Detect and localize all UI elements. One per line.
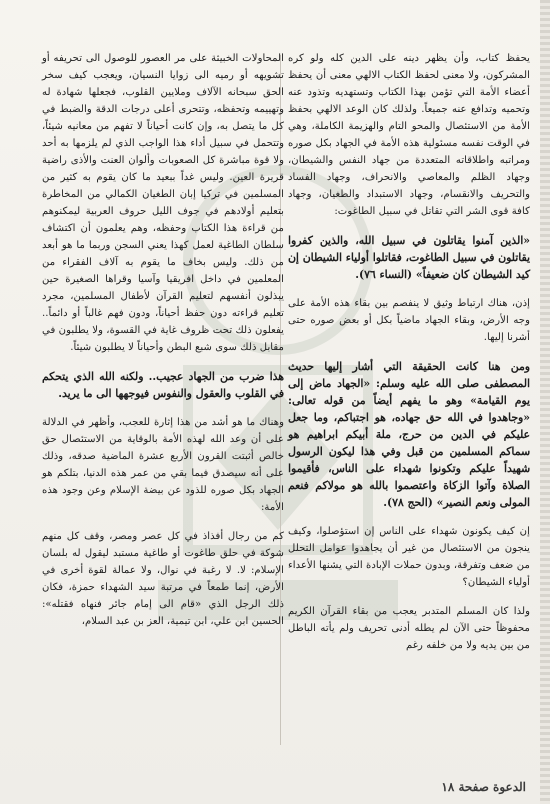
quran-quote: «الذين آمنوا يقاتلون في سبيل الله، والذين كفروا يقاتلون في سبيل الطاغوت، فقاتلوا أولياء الشيطان إن كيد الشيطان كان ضعيفاً» (النساء ٧٦). [288,234,530,281]
emphasis-paragraph: هذا ضرب من الجهاد عجيب.. ولكنه الله الذي يتحكم في القلوب والعقول والنفوس فيوجهها الى ما يريد. [42,370,284,400]
page-footer: الدعوة صفحة ١٨ [441,780,526,794]
paragraph: وهناك ما هو أشد من هذا إثارة للعجب، وأظهر في الدلالة على أن وعد الله لهذه الأمة بالوقاية من الاستئصال حق خالص أثبتت القرون الأربع عشرة الماضية صدقه، وذلك على أنه سيصدق فيما بقي من عمر هذه الدنيا، بتلكم هو الجهاد بكل صوره للذود عن بيضة الإسلام وعن وجود هذه الأمة: [42,417,284,513]
hadith-quote: ومن هنا كانت الحقيقة التي أشار إليها حديث المصطفى صلى الله عليه وسلم: «الجهاد ماض إلى يوم القيامة» وهو ما يفهم أيضاً من قوله تعالى: «وجاهدوا في الله حق جهاده، هو اجتباكم، وما جعل عليكم في الدين من حرج، ملة أبيكم ابراهيم هو سماكم المسلمين من قبل وفي هذا ليكون الرسول شهيداً عليكم وتكونوا شهداء على الناس، فأقيموا الصلاة وآتوا الزكاة واعتصموا بالله هو مولاكم فنعم المولى ونعم النصير» (الحج ٧٨). [288,360,530,509]
right-text-column [288,50,530,666]
paragraph: يحفظ كتاب، وأن يظهر دينه على الدين كله ولو كره المشركون، ولا معنى لحفظ الكتاب الالهي معنى أن يحفظ أعضاء الأمة التي تؤمن بهذا الكتاب وتستهديه وتذود عنه وتحميه وتدافع عنه جميعاً. ولذلك كان الوعد الالهي بحفظ الأمة من الاستئصال والمحو التام والهزيمة الكاملة، وهي في الوقت نفسه مسئولية هذه الأمة في الجهاد بكل صوره ومراتبه واطلاقاته المتعددة من جهاد النفس والشيطان، وجهاد الظلم والمعاصي والانحراف، وجهاد الفساد والتحريف والانقسام، وجهاد الاستبداد والطغيان، وجهاد كافة قوى الشر التي تقاتل في سبيل الطاغوت: [288,53,530,217]
paragraph: المحاولات الخبيثة على مر العصور للوصول الى تحريفه أو تشويهه أو رميه الى زوايا النسيان، ويعجب كيف سخر الحق سبحانه الآلاف وملايين القلوب، فجعلها شهادة له وتهييمه وتحفظه، وتتحرى أعلى درجات الدقة والضبط في كل ما يتصل به، وإن كانت أحياناً لا تفهم من معانيه شيئاً، وتتحمل في سبيل أداء هذا الواجب الذي لم يلزمها به أحد ولا قوة مباشرة كل الصعوبات وألوان العنت والأذى راضية قريرة العين. وليس غداً ببعيد ما كان يقوم به كثير من المسلمين في تركيا إبان الطغيان الكمالي من المخاطرة بتعليم أولادهم في جوف الليل حروف العربية ليمكنوهم من قراءة هذا الكتاب وحفظه، وهم يعلمون أن اكتشاف سلطان الطاغية لعمل كهذا يعني السجن وربما ما هو أبعد من ذلك. وليس بخاف ما يقوم به آلاف الفقراء من المعلمين في داخل افريقيا وآسيا وقراها الصغيرة حين يبذلون أنفسهم لتعليم القرآن لأطفال المسلمين، مجرد تعليم قراءته دون حفظ أحياناً، ودون فهم غالباً أو دائماً.. يفعلون ذلك تحت ظروف غاية في القسوة، ولا يطلبون في مقابل ذلك سوى شبع البطن وأحياناً لا يطلبون شيئاً. [42,53,284,353]
paragraph: ولذا كان المسلم المتدبر يعجب من بقاء القرآن الكريم محفوظاً حتى الآن لم يطله أدنى تحريف ولم يأته الباطل من بين يديه ولا من خلفه رغم [288,606,530,651]
paragraph: إن كيف يكونون شهداء على الناس إن استؤصلوا، وكيف ينجون من الاستئصال من غير أن يجاهدوا عوامل التحلل من ضعف وتفرقة، وبدون حملات الإبادة التي يشنها الأعداء أولياء الشيطان؟ [288,526,530,588]
left-text-column [42,50,284,642]
page-edge-border [540,0,550,804]
paragraph: إذن، هناك ارتباط وثيق لا ينفصم بين بقاء هذه الأمة على وجه الأرض، وبقاء الجهاد ماضياً بكل أو بعض صوره حتى أشرنا إليها. [288,298,530,343]
paragraph: كم من رجال أفذاذ في كل عصر ومصر، وقف كل منهم شوكة في حلق طاغوت أو طاغية مستبد ليقول له بلسان الإسلام: لا. لا رغبة في نوال، ولا عمالة لقوة أخرى في الأرض، إنما طمعاً في مرتبة سيد الشهداء حمزة، فكان ذلك الرجل الذي «قام الى إمام جائر فنهاه فقتله»: الحسين ابن علي، ابن تيمية، العز بن عبد السلام، [42,531,284,627]
